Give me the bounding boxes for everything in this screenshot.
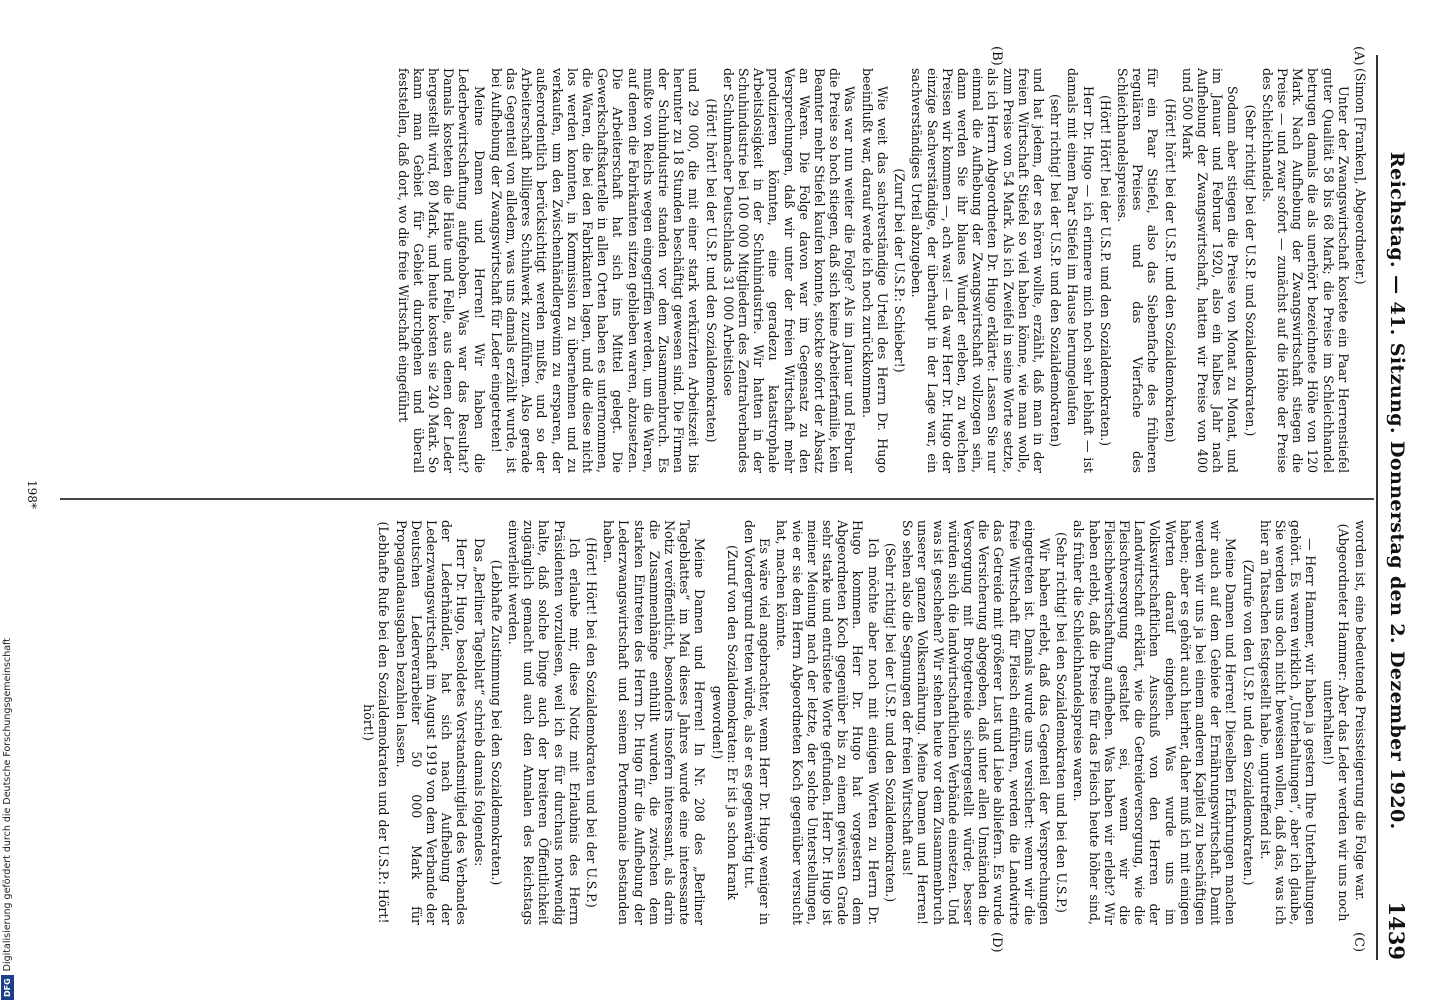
interjection: (Lebhafte Rufe bei den Sozialdemokraten und der U.S.P.: Hört! hört!): [361, 521, 392, 924]
watermark-text: Digitalisierung gefördert durch die Deutsche Forschungsgemeinschaft: [1, 638, 13, 972]
paragraph: und hat jedem, der es hören wollte, erzählt, daß man in der freien Wirtschaft Stiefel so viel haben könne, wie man wolle, zum Preise von 54 Mark. Als ich Zweifel in seine Worte setzte, als ich Herrn Abgeordneten Dr. Hugo erklärte: Lassen Sie nur einmal die Aufhebung der Zwangswirtschaft vollzogen sein, dann werden Sie ihr blaues Wunder erleben, zu welchen Preisen wir kommen —, ach was! — da war Herr Dr. Hugo der einzige Sachverständige, der überhaupt in der Lage war, ein sachverständiges Urteil abzugeben.: [909, 68, 1046, 473]
interjection: (Hört! hört! bei der U.S.P. und den Sozialdemokraten): [703, 98, 719, 443]
paragraph: für ein Paar Stiefel, also das Siebenfache des früheren regulären Preises und das Vierfache des Schleichhandelspreises.: [1114, 68, 1161, 473]
paragraph: Das „Berliner Tageblatt“ schrieb damals folgendes:: [471, 538, 487, 867]
interjection: (Lebhafte Zustimmung bei den Sozialdemokraten.): [488, 559, 504, 886]
digitization-watermark: [0, 600, 14, 1000]
margin-marker-c: (C): [1351, 932, 1366, 953]
margin-marker-d: (D): [989, 932, 1004, 953]
paragraph: Meine Damen und Herren! Wir haben die Lederbewirtschaftung aufgehoben. Was war das Resultat? Damals kosteten die Häute und Felle, aus denen der Leder hergestellt wird, 80 Mark, und heute kosten sie 240 Mark. So kann man Gebiet für Gebiet durchgehen und überall feststellen, daß dort, wo die freie Wirtschaft eingeführt: [395, 68, 487, 473]
paragraph: Sodann aber stiegen die Preise von Monat zu Monat, und im Januar und Februar 1920, also ein halbes Jahr nach Aufhebung der Zwangswirtschaft, hatten wir Preise von 400 und 500 Mark: [1179, 68, 1241, 473]
interjection: (Abgeordneter Hammer: Aber das Leder werden wir uns noch unterhalten!): [1320, 523, 1351, 922]
left-text-column: [395, 68, 1368, 473]
paragraph: Meine Damen und Herren! In Nr. 208 des „Berliner Tageblattes“ im Mai dieses Jahres wurde eine interessante Notiz veröffentlicht, besonders insofern interessant, als darin die Zusammenhänge enthüllt wurden, die zwischen dem starken Eintreten des Herrn Dr. Hugo für die Aufhebung der Lederzwangswirtschaft und seinem Portemonnaie bestanden haben.: [601, 520, 708, 925]
footer-signature: 198*: [25, 480, 39, 509]
interjection: (sehr richtig! bei der U.S.P. und den Sozialdemokraten): [1048, 93, 1064, 448]
page-header: [1380, 60, 1414, 960]
paragraph: Herr Dr. Hugo, besoldetes Vorstandsmitglied des Verbandes der Lederhändler, hat sich nach Aufhebung der Lederzwangswirtschaft im August 1919 von dem Verbande der Deutschen Lederverarbeiter 50 000 Mark für Propagandaausgaben bezahlen lassen.: [393, 520, 470, 925]
page-number: 1439: [1384, 901, 1410, 960]
interjection: (Hört! hört! bei der U.S.P. und den Sozialdemokraten): [1162, 98, 1178, 443]
margin-marker-b: (B): [989, 46, 1004, 66]
paragraph: Wie weit das sachverständige Urteil des Herrn Dr. Hugo beeinflußt war, darauf werde ich noch zurückkommen.: [859, 68, 890, 473]
margin-marker-a: (A): [1351, 46, 1366, 66]
paragraph: Es wäre viel angebrachter, wenn Herr Dr. Hugo weniger in den Vordergrund treten würde, als er es gegenwärtig tut.: [742, 520, 773, 925]
header-rule: [1376, 55, 1378, 960]
paragraph: (Simon [Franken], Abgeordneter.): [1353, 68, 1368, 285]
interjection: (Sehr richtig! bei der U.S.P. und den Sozialdemokraten.): [882, 542, 898, 903]
interjection: (Zurufe von den U.S.P. und den Sozialdemokraten.): [1240, 559, 1256, 886]
interjection: (Zuruf bei der U.S.P.: Schieber!): [892, 168, 908, 373]
interjection: (Zuruf von den Sozialdemokraten: Er ist ja schon krank geworden!): [709, 545, 740, 900]
paragraph: und 29 000, die mit einer stark verkürzten Arbeitszeit bis herunter zu 18 Stunden beschäftigt gewesen sind. Die Firmen der Schuhindustrie standen vor dem Zusammenbruch. Es mußte von Reichs wegen eingegriffen werden, um die Waren, auf denen die Fabrikanten sitzen geblieben waren, abzusetzen. Die Arbeiterschaft hat sich ins Mittel gelegt. Die Gewerkschaftskartelle in allen Orten haben es unternommen, die Waren, die bei den Fabrikanten lagen, und die diese nicht los werden konnten, in Kommission zu übernehmen und zu verkaufen, um den Zwischenhändlergewinn zu ersparen, der außerordentlich berücksichtigt werden mußte, und so der Arbeiterschaft billigeres Schuhwerk zuzuführen. Also gerade das Gegenteil von alledem, was uns damals erzählt wurde, ist bei Aufhebung der Zwangswirtschaft für Leder eingetreten!: [488, 68, 702, 473]
paragraph: Herr Dr. Hugo — ich erinnere mich noch sehr lebhaft — ist damals mit einem Paar Stiefel im Hause herumgelaufen: [1065, 68, 1096, 473]
paragraph: Meine Damen und Herren! Dieselben Erfahrungen machen wir auch auf dem Gebiete der Ernährungswirtschaft. Damit werden wir uns ja bei einem anderen Kapitel zu beschäftigen haben; aber es gehört auch hierher, daher muß ich mit einigen Worten darauf eingehen. Was wurde uns im Volkswirtschaftlichen Ausschuß von den Herren der Landwirtschaft erklärt, wie die Getreideversorgung, wie die Fleischversorgung gestaltet sei, wenn wir die Fleischbewirtschaftung aufheben. Was haben wir erlebt? Wir haben erlebt, daß die Preise für das Fleisch heute höher sind, als früher die Schleichhandelspreise waren.: [1071, 520, 1239, 925]
paragraph: Unter der Zwangswirtschaft kostete ein Paar Herrenstiefel guter Qualität 58 bis 68 Mark; die Preise im Schleichhandel betrugen damals die als unerhört bezeichnete Höhe von 120 Mark. Nach Aufhebung der Zwangswirtschaft stiegen die Preise — und zwar sofort — zunächst auf die Höhe der Preise des Schleichhandels.: [1259, 68, 1351, 473]
running-title: Reichstag. — 41. Sitzung. Donnerstag den 2. Dezember 1920.: [1386, 151, 1408, 830]
interjection: (Hört! Hört! bei den Sozialdemokraten und bei der U.S.P.): [584, 537, 600, 908]
paragraph: Wir haben erlebt, daß das Gegenteil der Versprechungen eingetreten ist. Damals wurde uns versichert: wenn wir die freie Wirtschaft für Fleisch einführen, werden die Landwirte das Getreide mit größerer Lust und Liebe abliefern. Es wurde die Versicherung abgegeben, daß unter allen Umständen die Versorgung mit Brotgetreide sichergestellt würde; besser würden sich die landwirtschaftlichen Verbände einsetzen. Und was ist geschehen? Wir stehen heute vor dem Zusammenbruch unserer ganzen Volksernährung. Meine Damen und Herren! So sehen also die Segnungen der freien Wirtschaft aus!: [900, 520, 1052, 925]
paragraph: worden ist, eine bedeutende Preissteigerung die Folge war.: [1353, 520, 1368, 901]
column-divider: [60, 498, 1374, 500]
paragraph: — Herr Hammer, wir haben ja gestern Ihre Unterhaltungen gehört. Es waren wirklich „Unterhaltungen“, aber ich glaube, Sie werden uns doch nicht beweisen wollen, daß das, was ich hier an Tatsachen festgestellt habe, ungutreffend ist.: [1257, 520, 1319, 925]
paragraph: Ich möchte aber noch mit einigen Worten zu Herrn Dr. Hugo kommen. Herr Dr. Hugo hat vorgestern dem Abgeordneten Koch gegenüber bis zu einem gewissen Grade sehr starke und entrüstete Worte gefunden. Herr Dr. Hugo ist meiner Meinung nach der letzte, der solche Unterstellungen, wie er sie dem Herrn Abgeordneten Koch gegenüber versucht hat, machen könnte.: [774, 520, 881, 925]
paragraph: Ich erlaube mir, diese Notiz mit Erlaubnis des Herrn Präsidenten vorzulesen, weil ich es für durchaus notwendig halte, daß solche Dinge auch der breiteren Öffentlichkeit zugänglich gemacht und auch den Annalen des Reichstags einverleibt werden.: [506, 520, 582, 925]
right-text-column: [361, 520, 1368, 925]
interjection: (Hört! Hört! bei der U.S.P. und den Sozialdemokraten.): [1097, 94, 1113, 447]
dfg-logo: DFG: [1, 975, 14, 1000]
interjection: (Sehr richtig! bei der U.S.P. und Sozialdemokraten.): [1242, 104, 1258, 437]
interjection: (Sehr richtig! bei den Sozialdemokraten und bei den U.S.P.): [1054, 532, 1070, 913]
paragraph: Was war nun weiter die Folge? Als im Januar und Februar die Preise so hoch stiegen, daß sich keine Arbeiterfamilie, kein Beamter mehr Stiefel kaufen konnte, stockte sofort der Absatz an Waren. Die Folge davon war im Gegensatz zu den Versprechungen, daß wir unter der freien Wirtschaft mehr produzieren könnten, eine geradezu katastrophale Arbeitslosigkeit in der Schuhindustrie. Wir hatten in der Schuhindustrie bei 100 000 Mitgliedern des Zentralverbandes der Schuhmacher Deutschlands 31 000 Arbeitslose: [720, 68, 858, 473]
